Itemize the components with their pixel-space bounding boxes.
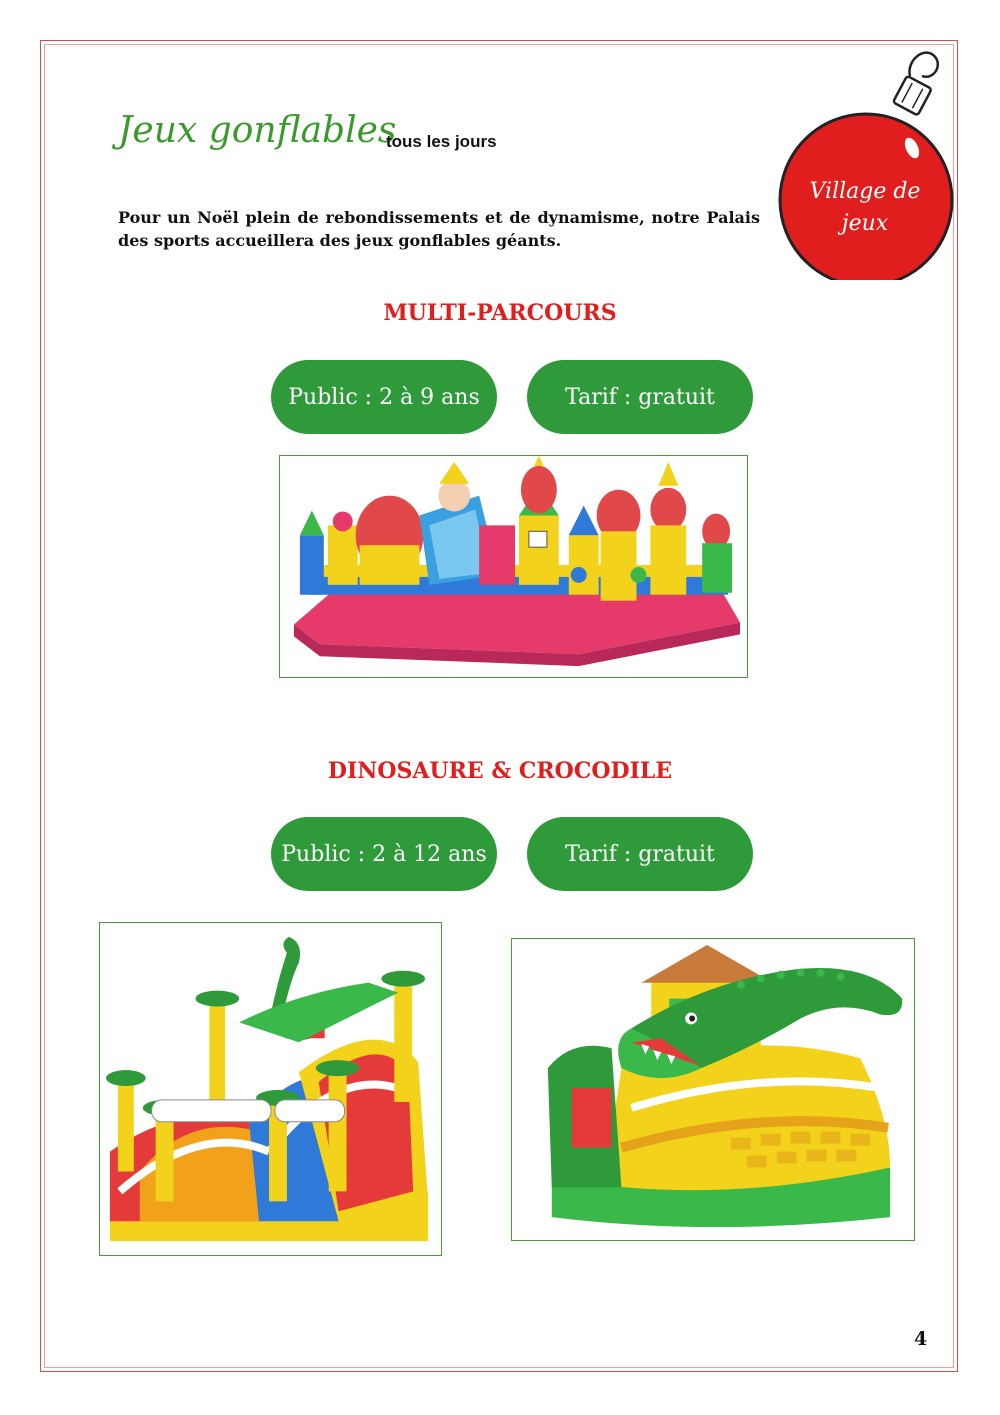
intro-paragraph: Pour un Noël plein de rebondissements et de dynamisme, notre Palais des sports accueillera des jeux gonflables géants. — [118, 208, 760, 250]
public-badge: Public : 2 à 9 ans — [271, 360, 497, 434]
public-badge: Public : 2 à 12 ans — [271, 817, 497, 891]
ornament-label-line2: jeux — [841, 211, 889, 236]
page-subtitle: tous les jours — [386, 132, 497, 151]
page-number: 4 — [914, 1328, 928, 1350]
crocodile-photo — [511, 938, 915, 1241]
ornament-label-line1: Village de — [809, 179, 921, 204]
tarif-badge: Tarif : gratuit — [527, 360, 753, 434]
ornament-label — [790, 176, 940, 240]
tarif-badge: Tarif : gratuit — [527, 817, 753, 891]
dinosaure-photo — [99, 922, 442, 1256]
christmas-ornament-icon — [770, 40, 960, 280]
multi-parcours-photo — [279, 455, 748, 678]
section-title-multi-parcours: MULTI-PARCOURS — [383, 300, 617, 326]
section-title-dinosaure-crocodile: DINOSAURE & CROCODILE — [327, 758, 673, 784]
page-title: Jeux gonflables — [118, 110, 397, 151]
